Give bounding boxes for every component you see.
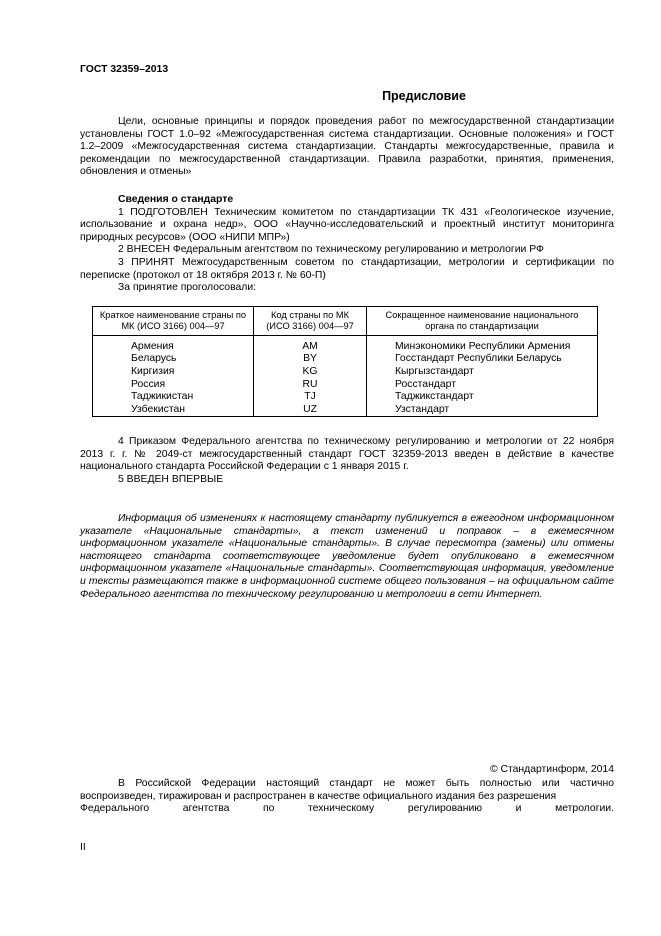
table-header-code: Код страны по МК (ИСО 3166) 004—97 [254,307,367,336]
vote-label: За принятие проголосовали: [118,282,257,294]
table-row [93,353,598,366]
cell-country: Узбекистан [93,403,254,416]
cell-code: RU [254,378,367,391]
cell-country: Армения [93,340,254,353]
table-header-country: Краткое наименование страны по МК (ИСО 3166) 004—97 [93,307,254,336]
table-header-body: Сокращенное наименование национального органа по стандартизации [367,307,598,336]
cell-body: Госстандарт Республики Беларусь [367,353,598,366]
notice-paragraph: Информация об изменениях к настоящему стандарту публикуется в ежегодном информационном указателе «Национальные стандарты», а текст изменений и поправок – в ежемесячном информационном указателе «Национальные стандарты». В случае пересмотра (замены) или отмены настоящего стандарта соответствующее уведомление будет опубликовано в ежемесячном информационном указателе «Национальные стандарты». Соответствующая информация, уведомление и тексты размещаются также в информационной системе общего пользования – на официальном сайте Федерального агентства по техническому регулированию и метрологии в сети Интернет. [80,513,614,600]
table-row [93,403,598,416]
standard-info-section [80,194,614,295]
table-row [93,378,598,391]
page-title [80,90,614,103]
rights-paragraph-end: Федерального агентства по техническому регулированию и метрологии. [80,803,614,815]
cell-country: Киргизия [93,365,254,378]
document-header: ГОСТ 32359–2013 [80,64,169,75]
cell-body: Узстандарт [367,403,598,416]
intro-paragraph: Цели, основные принципы и порядок проведения работ по межгосударственной стандартизации установлены ГОСТ 1.0–92 «Межгосударственная система стандартизации. Основные положения» и ГОСТ 1.2–2009 «Межгосударственная система стандартизации. Стандарты межгосударственные, правила и рекомендации по межгосударственной стандартизации. Правила разработки, принятия, применения, обновления и отмены» [80,116,614,178]
item-3: 3 ПРИНЯТ Межгосударственным советом по стандартизации, метрологии и сертификации по переписке (протокол от 18 октября 2013 г. № 60-П) [80,256,614,281]
cell-code: BY [254,353,367,366]
page-title-text: Предисловие [382,89,466,103]
notice-section [80,513,614,601]
cell-country: Беларусь [93,353,254,366]
table-row [93,390,598,403]
table-row [93,340,598,353]
cell-body: Таджикстандарт [367,390,598,403]
cell-code: KG [254,365,367,378]
table-row [93,365,598,378]
item-1: 1 ПОДГОТОВЛЕН Техническим комитетом по стандартизации ТК 431 «Геологическое изучение, использование и охрана недр», ООО «Научно-исследовательский и проектный институт мониторинга природных ресурсов» (ООО «НИПИ МПР») [80,206,614,243]
cell-code: AM [254,340,367,353]
cell-country: Таджикистан [93,390,254,403]
item-2: 2 ВНЕСЕН Федеральным агентством по техническому регулированию и метрологии РФ [118,244,544,256]
cell-code: UZ [254,403,367,416]
cell-body: Минэкономики Республики Армения [367,340,598,353]
cell-body: Росстандарт [367,378,598,391]
cell-body: Кыргызстандарт [367,365,598,378]
enactment-section [80,436,614,486]
copyright: © Стандартинформ, 2014 [489,764,614,775]
intro-section [80,116,614,179]
item-4: 4 Приказом Федерального агентства по техническому регулированию и метрологии от 22 ноября 2013 г. г. № 2049-ст межгосударственный стандарт ГОСТ 32359-2013 введен в действие в качестве национального стандарта Российской Федерации с 1 января 2015 г. [80,436,614,473]
item-5: 5 ВВЕДЕН ВПЕРВЫЕ [118,473,224,485]
cell-country: Россия [93,378,254,391]
rights-paragraph: В Российской Федерации настоящий стандарт не может быть полностью или частично воспроизведен, тиражирован и распространен в качестве официального издания без разрешения [80,778,614,802]
rights-section [80,778,614,816]
table-header-row [93,307,598,336]
info-heading: Сведения о стандарте [118,194,234,205]
voting-countries-table [92,306,598,417]
cell-code: TJ [254,390,367,403]
page-number: II [80,842,86,853]
